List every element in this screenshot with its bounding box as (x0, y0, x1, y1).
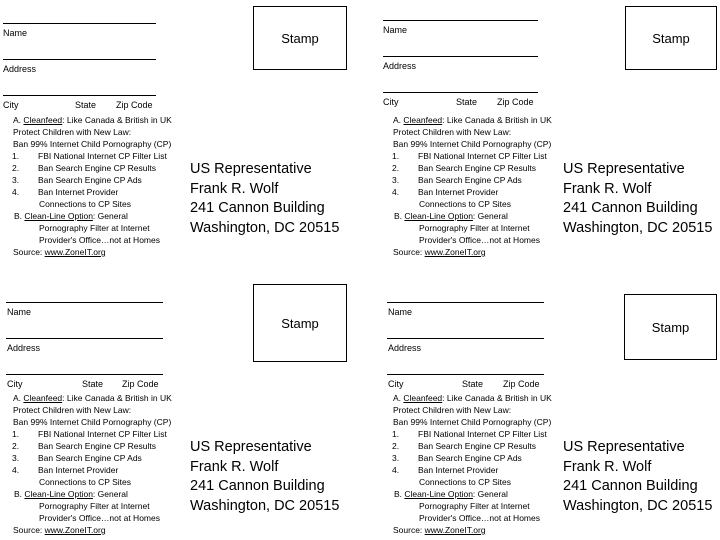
recipient-line: US Representative (190, 161, 312, 177)
message-line: Provider's Office…not at Homes (39, 235, 160, 245)
message-item: 1. FBI National Internet CP Filter List (12, 429, 167, 439)
message-line: A. Cleanfeed: Like Canada & British in UK (13, 115, 172, 125)
message-line: Ban 99% Internet Child Pornography (CP) (13, 139, 172, 149)
address-label: Address (7, 343, 41, 353)
zip-label: Zip Code (116, 100, 153, 110)
message-item: 2. Ban Search Engine CP Results (392, 441, 536, 451)
message-item: 3. Ban Search Engine CP Ads (392, 175, 522, 185)
recipient-line: 241 Cannon Building (563, 200, 698, 216)
address-label: Address (3, 64, 37, 74)
recipient-line: 241 Cannon Building (190, 200, 325, 216)
zip-label: Zip Code (122, 379, 159, 389)
stamp-box (253, 284, 347, 362)
state-label: State (75, 100, 97, 110)
message-line: Pornography Filter at Internet (419, 223, 530, 233)
message-block (13, 114, 172, 258)
message-line: Protect Children with New Law: (393, 405, 512, 415)
city-line (383, 92, 538, 93)
message-line: Protect Children with New Law: (13, 405, 132, 415)
recipient-address (563, 160, 712, 238)
message-line: Ban 99% Internet Child Pornography (CP) (13, 417, 172, 427)
recipient-line: Frank R. Wolf (563, 458, 652, 475)
message-item: 4. Ban Internet Provider (12, 465, 119, 475)
state-label: State (462, 379, 484, 389)
stamp-label: Stamp (281, 315, 319, 331)
stamp-label: Stamp (281, 30, 319, 46)
stamp-box (625, 6, 717, 70)
city-label: City (383, 97, 399, 107)
zip-label: Zip Code (503, 379, 540, 389)
name-line (6, 302, 163, 303)
message-line: Connections to CP Sites (419, 199, 511, 209)
recipient-line: Frank R. Wolf (190, 180, 279, 197)
message-line: A. Cleanfeed: Like Canada & British in UK (393, 115, 552, 125)
message-line: B. Clean-Line Option: General (394, 211, 508, 221)
message-item: 2. Ban Search Engine CP Results (392, 163, 536, 173)
name-label: Name (3, 28, 28, 38)
address-line (383, 56, 538, 57)
state-label: State (82, 379, 104, 389)
cleanfeed-link[interactable]: Cleanfeed (403, 393, 443, 403)
cleanfeed-link[interactable]: Cleanfeed (23, 393, 63, 403)
recipient-line: US Representative (563, 161, 685, 177)
address-line (6, 338, 163, 339)
message-line: Protect Children with New Law: (13, 127, 132, 137)
message-line: Source: www.ZoneIT.org (13, 247, 106, 257)
message-item: 1. FBI National Internet CP Filter List (392, 151, 547, 161)
message-line: Provider's Office…not at Homes (39, 513, 160, 523)
recipient-line: Frank R. Wolf (563, 180, 652, 197)
postcard-bottom-left (0, 280, 360, 540)
message-block (13, 392, 172, 536)
clean-line-option-link[interactable]: Clean-Line Option (24, 211, 93, 221)
zip-label: Zip Code (497, 97, 534, 107)
message-line: Connections to CP Sites (39, 477, 131, 487)
state-label: State (456, 97, 478, 107)
message-line: Ban 99% Internet Child Pornography (CP) (393, 139, 552, 149)
clean-line-option-link[interactable]: Clean-Line Option (24, 489, 93, 499)
cleanfeed-link[interactable]: Cleanfeed (23, 115, 63, 125)
message-line: Provider's Office…not at Homes (419, 513, 540, 523)
message-item: 1. FBI National Internet CP Filter List (12, 151, 167, 161)
source-link[interactable]: www.ZoneIT.org (424, 525, 486, 535)
postcard-top-right (380, 0, 720, 270)
stamp-label: Stamp (652, 30, 690, 46)
message-item: 4. Ban Internet Provider (392, 187, 499, 197)
source-link[interactable]: www.ZoneIT.org (424, 247, 486, 257)
name-line (383, 20, 538, 21)
name-label: Name (383, 25, 408, 35)
recipient-line: 241 Cannon Building (190, 478, 325, 494)
source-link[interactable]: www.ZoneIT.org (44, 525, 106, 535)
city-label: City (7, 379, 23, 389)
clean-line-option-link[interactable]: Clean-Line Option (404, 489, 473, 499)
message-line: B. Clean-Line Option: General (14, 211, 128, 221)
message-item: 2. Ban Search Engine CP Results (12, 441, 156, 451)
address-line (387, 338, 544, 339)
source-link[interactable]: www.ZoneIT.org (44, 247, 106, 257)
message-item: 4. Ban Internet Provider (12, 187, 119, 197)
message-line: A. Cleanfeed: Like Canada & British in UK (393, 393, 552, 403)
recipient-line: Frank R. Wolf (190, 458, 279, 475)
city-line (6, 374, 163, 375)
address-line (3, 59, 156, 60)
message-line: B. Clean-Line Option: General (394, 489, 508, 499)
message-line: Source: www.ZoneIT.org (13, 525, 106, 535)
city-label: City (388, 379, 404, 389)
message-line: Protect Children with New Law: (393, 127, 512, 137)
message-line: Pornography Filter at Internet (39, 501, 150, 511)
recipient-address (563, 438, 712, 516)
message-item: 4. Ban Internet Provider (392, 465, 499, 475)
message-item: 1. FBI National Internet CP Filter List (392, 429, 547, 439)
recipient-line: Washington, DC 20515 (190, 497, 340, 514)
clean-line-option-link[interactable]: Clean-Line Option (404, 211, 473, 221)
message-line: A. Cleanfeed: Like Canada & British in UK (13, 393, 172, 403)
message-line: Pornography Filter at Internet (419, 501, 530, 511)
message-line: Pornography Filter at Internet (39, 223, 150, 233)
message-line: B. Clean-Line Option: General (14, 489, 128, 499)
city-line (3, 95, 156, 96)
address-label: Address (388, 343, 422, 353)
city-label: City (3, 100, 19, 110)
name-line (387, 302, 544, 303)
name-label: Name (7, 307, 32, 317)
cleanfeed-link[interactable]: Cleanfeed (403, 115, 443, 125)
address-label: Address (383, 61, 417, 71)
recipient-address (190, 438, 339, 516)
message-line: Provider's Office…not at Homes (419, 235, 540, 245)
message-item: 2. Ban Search Engine CP Results (12, 163, 156, 173)
message-line: Connections to CP Sites (39, 199, 131, 209)
name-line (3, 23, 156, 24)
message-item: 3. Ban Search Engine CP Ads (12, 453, 142, 463)
recipient-line: US Representative (563, 439, 685, 455)
message-line: Source: www.ZoneIT.org (393, 247, 486, 257)
postcard-bottom-right (380, 280, 720, 540)
postcard-top-left (0, 0, 360, 270)
message-line: Connections to CP Sites (419, 477, 511, 487)
message-item: 3. Ban Search Engine CP Ads (392, 453, 522, 463)
name-label: Name (388, 307, 413, 317)
message-block (393, 114, 552, 258)
recipient-line: 241 Cannon Building (563, 478, 698, 494)
message-line: Source: www.ZoneIT.org (393, 525, 486, 535)
message-block (393, 392, 552, 536)
stamp-box (624, 294, 717, 360)
message-item: 3. Ban Search Engine CP Ads (12, 175, 142, 185)
message-line: Ban 99% Internet Child Pornography (CP) (393, 417, 552, 427)
stamp-box (253, 6, 347, 70)
stamp-label: Stamp (651, 319, 690, 335)
recipient-line: US Representative (190, 439, 312, 455)
recipient-line: Washington, DC 20515 (563, 497, 713, 514)
recipient-line: Washington, DC 20515 (190, 219, 340, 236)
recipient-address (190, 160, 339, 238)
recipient-line: Washington, DC 20515 (563, 219, 713, 236)
city-line (387, 374, 544, 375)
